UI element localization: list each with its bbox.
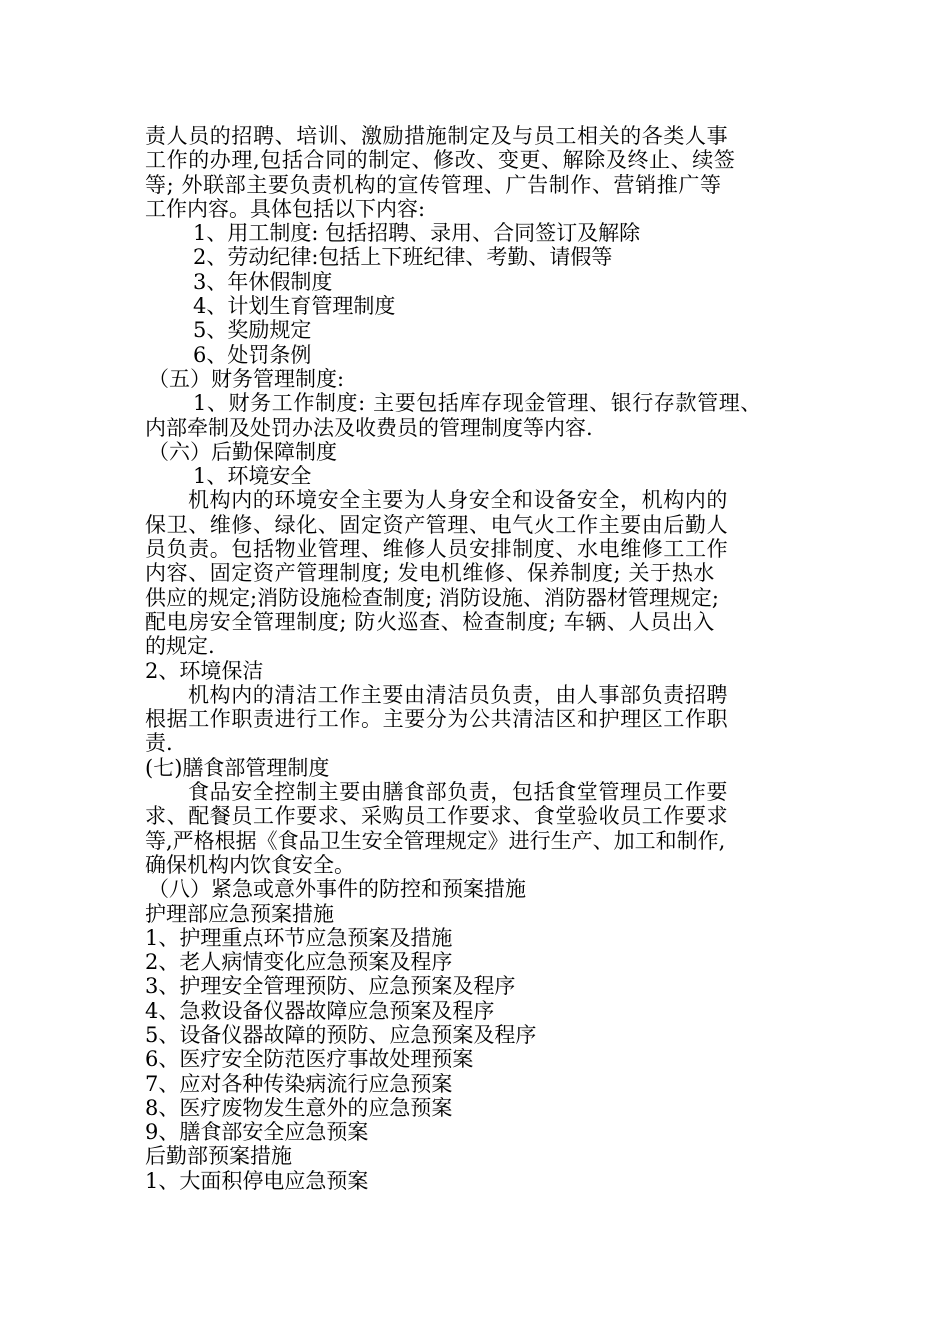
section-heading: 2、环境保洁 [145, 658, 264, 683]
subsection-heading: 护理部应急预案措施 [145, 901, 334, 926]
paragraph-line: 等; 外联部主要负责机构的宣传管理、广告制作、营销推广等 [145, 172, 722, 197]
list-item: 6、医疗安全防范医疗事故处理预案 [145, 1047, 474, 1072]
paragraph-line: 内部牵制及处罚办法及收费员的管理制度等内容. [145, 415, 593, 440]
paragraph-line: 求、配餐员工作要求、采购员工作要求、食堂验收员工作要求 [145, 804, 729, 829]
paragraph-line: 内容、固定资产管理制度; 发电机维修、保养制度; 关于热水 [145, 561, 715, 586]
paragraph-line: 供应的规定;消防设施检查制度; 消防设施、消防器材管理规定; [145, 585, 719, 610]
list-item: 9、膳食部安全应急预案 [145, 1120, 369, 1145]
list-item: 1、环境安全 [193, 464, 312, 489]
list-item: 2、老人病情变化应急预案及程序 [145, 950, 453, 975]
list-item: 4、急救设备仪器故障应急预案及程序 [145, 998, 495, 1023]
paragraph-line: 食品安全控制主要由膳食部负责，包括食堂管理员工作要 [188, 780, 728, 805]
list-item: 7、应对各种传染病流行应急预案 [145, 1071, 453, 1096]
subsection-heading: 后勤部预案措施 [145, 1144, 292, 1169]
paragraph-line: 机构内的清洁工作主要由清洁员负责，由人事部负责招聘 [188, 682, 728, 707]
paragraph-line: 员负责。包括物业管理、维修人员安排制度、水电维修工工作 [145, 537, 729, 562]
list-item: 6、处罚条例 [193, 342, 312, 367]
paragraph-line: 责人员的招聘、培训、激励措施制定及与员工相关的各类人事 [145, 124, 729, 148]
document-page [145, 124, 815, 1193]
list-item: 8、医疗废物发生意外的应急预案 [145, 1095, 453, 1120]
paragraph-line: 机构内的环境安全主要为人身安全和设备安全，机构内的 [188, 488, 728, 513]
section-heading: (七)膳食部管理制度 [145, 755, 330, 780]
paragraph-line: 1、财务工作制度: 主要包括库存现金管理、银行存款管理、 [193, 391, 762, 416]
list-item: 5、设备仪器故障的预防、应急预案及程序 [145, 1022, 537, 1047]
paragraph-line: 确保机构内饮食安全。 [145, 852, 355, 877]
paragraph-line: 责. [145, 731, 173, 756]
paragraph-line: 的规定. [145, 634, 215, 659]
list-item: 2、劳动纪律:包括上下班纪律、考勤、请假等 [193, 245, 613, 270]
paragraph-line: 根据工作职责进行工作。主要分为公共清洁区和护理区工作职 [145, 707, 729, 732]
list-item: 4、计划生育管理制度 [193, 294, 396, 319]
section-heading: （八）紧急或意外事件的防控和预案措施 [148, 877, 526, 902]
paragraph-line: 配电房安全管理制度; 防火巡查、检查制度; 车辆、人员出入 [145, 609, 715, 634]
section-heading: （五）财务管理制度: [148, 366, 345, 391]
list-item: 1、用工制度: 包括招聘、录用、合同签订及解除 [193, 221, 641, 246]
paragraph-line: 等,严格根据《食品卫生安全管理规定》进行生产、加工和制作, [145, 828, 726, 853]
paragraph-line: 保卫、维修、绿化、固定资产管理、电气火工作主要由后勤人 [145, 512, 729, 537]
list-item: 1、大面积停电应急预案 [145, 1168, 369, 1193]
list-item: 3、护理安全管理预防、应急预案及程序 [145, 974, 516, 999]
list-item: 5、奖励规定 [193, 318, 312, 343]
section-heading: （六）后勤保障制度 [148, 439, 337, 464]
paragraph-line: 工作内容。具体包括以下内容: [145, 196, 426, 221]
list-item: 1、护理重点环节应急预案及措施 [145, 925, 453, 950]
list-item: 3、年休假制度 [193, 269, 333, 294]
paragraph-line: 工作的办理,包括合同的制定、修改、变更、解除及终止、续签 [145, 148, 736, 173]
